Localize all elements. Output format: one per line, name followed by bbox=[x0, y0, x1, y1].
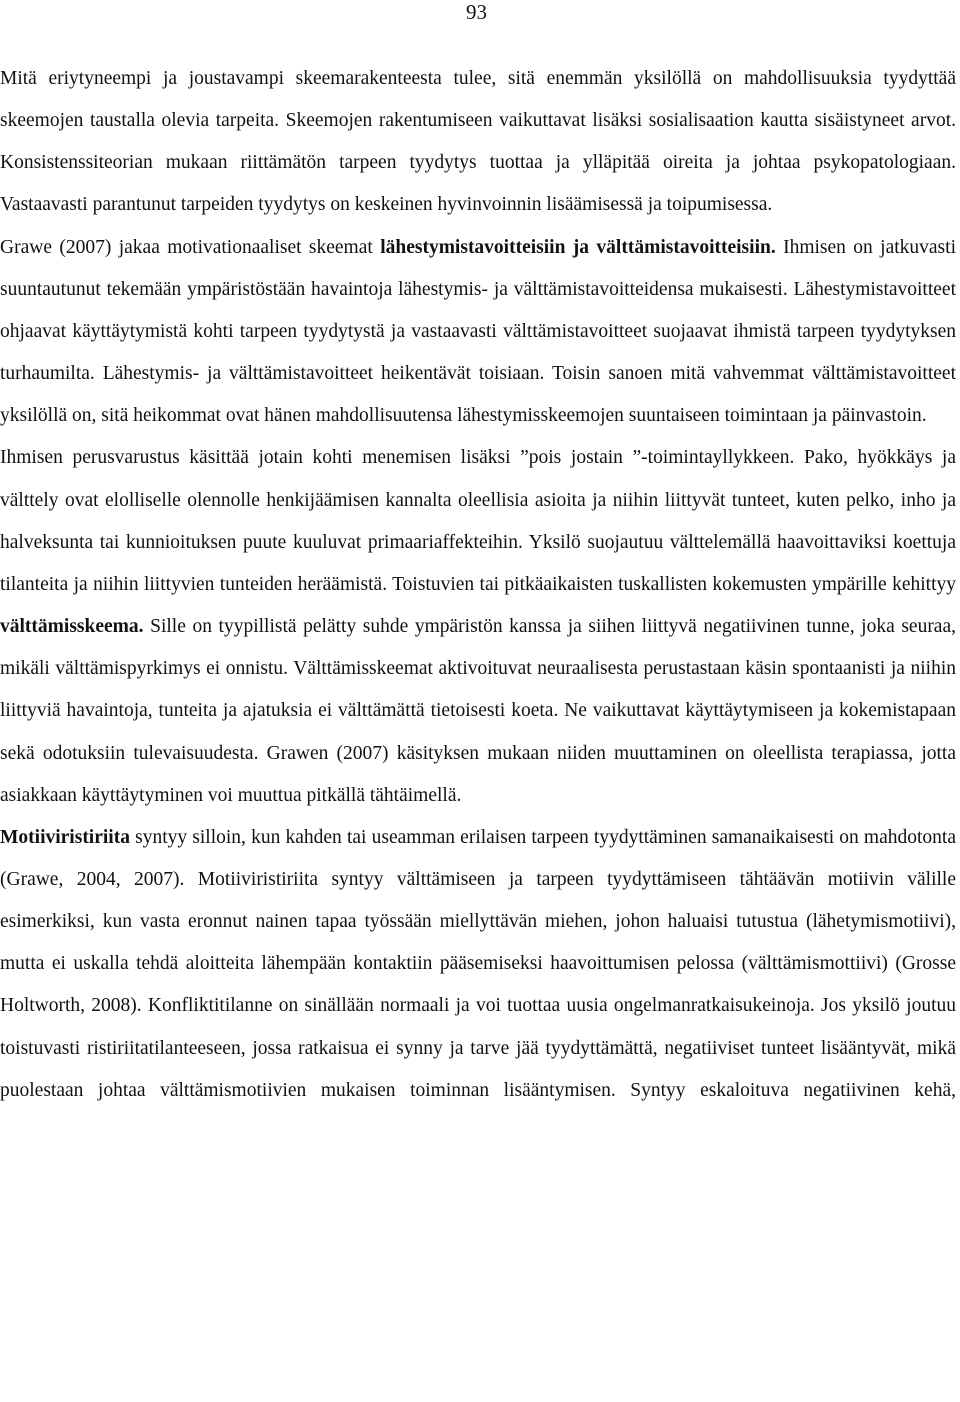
paragraph-avoidance-schema bbox=[0, 437, 956, 816]
paragraph-text: Mitä eriytyneempi ja joustavampi skeemarakenteesta tulee, sitä enemmän yksilöllä on mahdollisuuksia tyydyttää skeemojen taustalla olevia tarpeita. Skeemojen rakentumiseen vaikuttavat lisäksi sosialisaation kautta sisäistyneet arvot. Konsistenssiteorian mukaan riittämätön tarpeen tyydytys tuottaa ja ylläpitää oireita ja johtaa psykopatologiaan. Vastaavasti parantunut tarpeiden tyydytys on keskeinen hyvinvoinnin lisäämisessä ja toipumisessa. bbox=[0, 68, 956, 216]
body-text bbox=[0, 58, 956, 1112]
paragraph-text: Grawe (2007) jakaa motivationaaliset skeemat bbox=[0, 236, 381, 258]
paragraph-text: syntyy silloin, kun kahden tai useamman erilaisen tarpeen tyydyttäminen samanaikaisesti on mahdotonta (Grawe, 2004, 2007). Motiiviristiriita syntyy välttämiseen ja tarpeen tyydyttämiseen tähtäävän motiivin välille esimerkiksi, kun vasta eronnut nainen tapaa työssään miellyttävän miehen, johon haluaisi tutustua (lähetymismotiivi), mutta ei uskalla tehdä aloitteita lähempään kontaktiin pääsemiseksi haavoittumisen pelossa (välttämismottiivi) (Grosse Holtworth, 2008). Konfliktitilanne on sinällään normaali ja voi tuottaa uusia ongelmanratkaisukeinoja. Jos yksilö joutuu toistuvasti ristiriitatilanteeseen, jossa ratkaisua ei synny ja tarve jää tyydyttämättä, negatiiviset tunteet lisääntyvät, mikä puolestaan johtaa välttämismotiivien mukaisen toiminnan lisääntymisen. Syntyy eskaloituva negatiivinen kehä, bbox=[0, 826, 956, 1101]
bold-term-goals: lähestymistavoitteisiin ja välttämistavoitteisiin. bbox=[380, 236, 776, 258]
paragraph-text: Ihmisen on jatkuvasti suuntautunut tekemään ympäristöstään havaintoja lähestymis- ja välttämistavoitteidensa mukaisesti. Lähestymistavoitteet ohjaavat käyttäytymistä kohti tarpeen tyydytystä ja vastaavasti välttämistavoitteet suojaavat ihmistä tarpeen tyydytyksen turhaumilta. Lähestymis- ja välttämistavoitteet heikentävät toisiaan. Toisin sanoen mitä vahvemmat välttämistavoitteet yksilöllä on, sitä heikommat ovat hänen mahdollisuutensa lähestymisskeemojen suuntaiseen toimintaan ja päinvastoin. bbox=[0, 236, 956, 427]
paragraph-schema-structure bbox=[0, 58, 956, 227]
paragraph-text: Sille on tyypillistä pelätty suhde ympäristön kanssa ja siihen liittyvä negatiivinen tunne, joka seuraa, mikäli välttämispyrkimys ei onnistu. Välttämisskeemat aktivoituvat neuraalisesta perustastaan käsin spontaanisti ja niihin liittyviä havaintoja, tunteita ja ajatuksia ei välttämättä tietoisesti koeta. Ne vaikuttavat käyttäytymiseen ja kokemistapaan sekä odotuksiin tulevaisuudesta. Grawen (2007) käsityksen mukaan niiden muuttaminen on oleellista terapiassa, jotta asiakkaan käyttäytyminen voi muuttua pitkällä tähtäimellä. bbox=[0, 616, 956, 806]
paragraph-approach-avoidance bbox=[0, 227, 956, 438]
paragraph-motive-conflict bbox=[0, 817, 956, 1112]
page-number: 93 bbox=[466, 0, 487, 24]
bold-term-motive-conflict: Motiiviristiriita bbox=[0, 826, 130, 848]
bold-term-avoidance-schema: välttämisskeema. bbox=[0, 616, 144, 638]
paragraph-text: Ihmisen perusvarustus käsittää jotain kohti menemisen lisäksi ”pois jostain ”-toimintayllykkeen. Pako, hyökkäys ja välttely ovat elolliselle olennolle henkijäämisen kannalta oleellisia asioita ja niihin liittyvät tunteet, kuten pelko, inho ja halveksunta tai kunnioituksen puute kuuluvat primaariaffekteihin. Yksilö suojautuu välttelemällä haavoittaviksi koettuja tilanteita ja niihin liittyvien tunteiden heräämistä. Toistuvien tai pitkäaikaisten tuskallisten kokemusten ympärille kehittyy bbox=[0, 447, 956, 595]
